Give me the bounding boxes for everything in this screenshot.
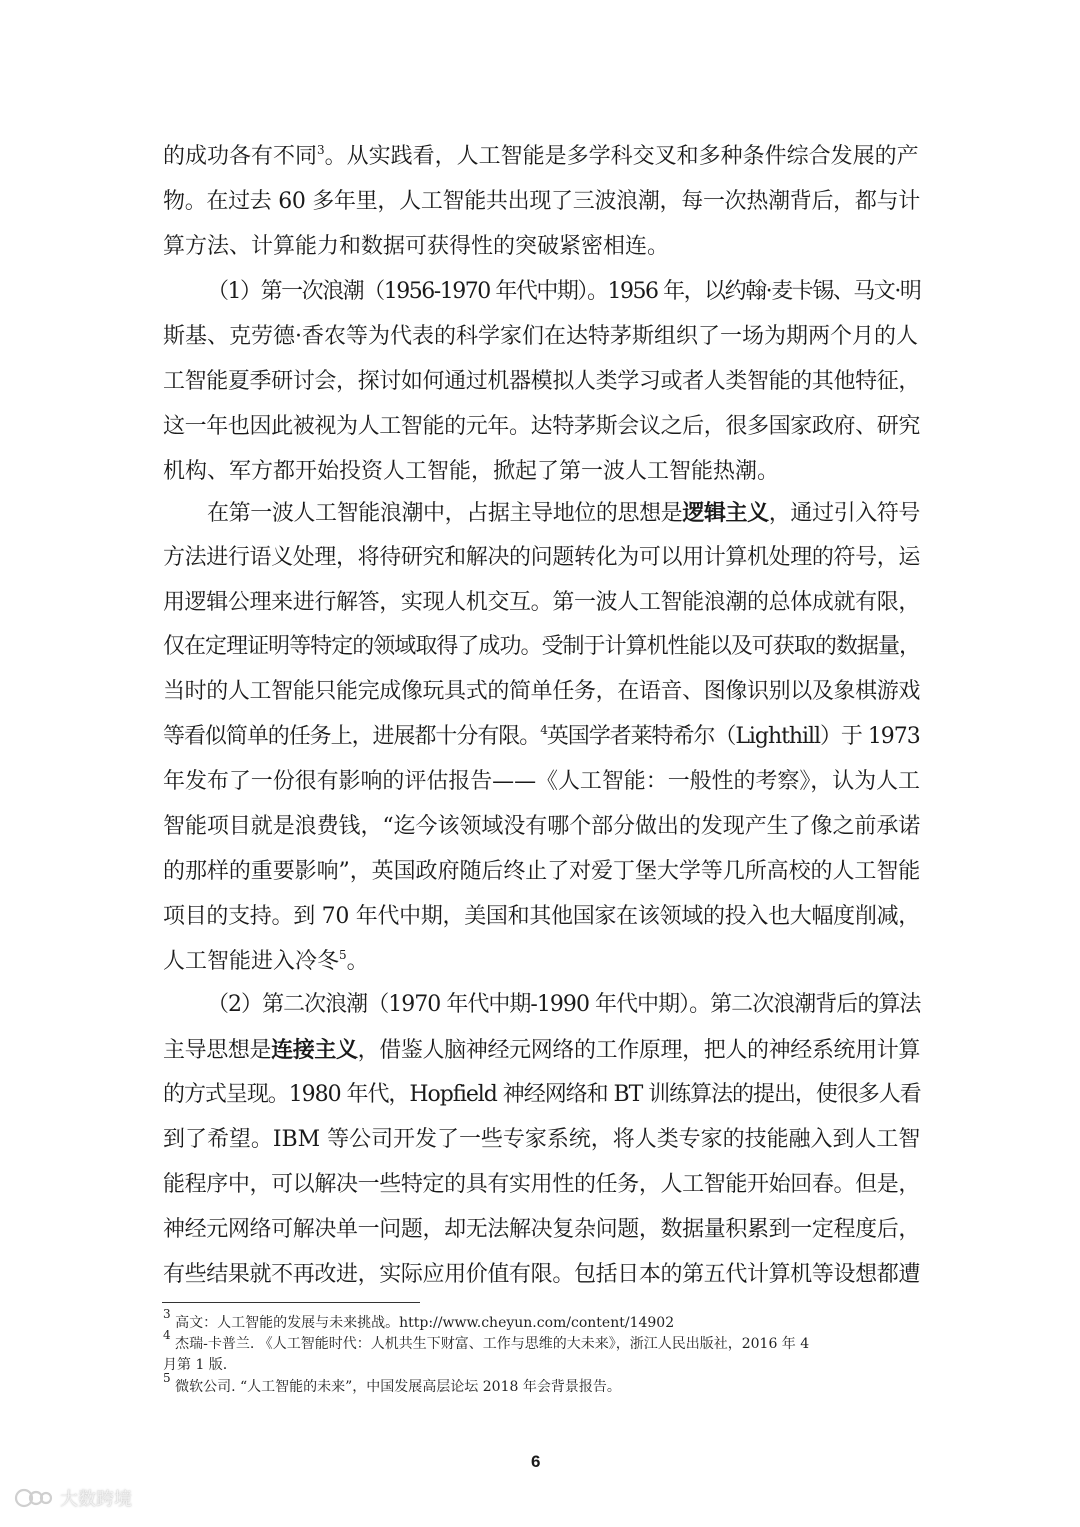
body-line-text: 项目的支持。到 70 年代中期，美国和其他国家在该领域的投入也大幅度削减， <box>163 904 920 929</box>
body-line-text: 方法进行语义处理，将待研究和解决的问题转化为可以用计算机处理的符号，运 <box>163 545 921 570</box>
footnote-line <box>163 1328 810 1354</box>
body-line-text: 机构、军方都开始投资人工智能，掀起了第一波人工智能热潮。 <box>163 459 780 484</box>
body-line <box>163 457 779 487</box>
body-line-text: 到了希望。IBM 等公司开发了一些专家系统，将人类专家的技能融入到人工智 <box>163 1127 921 1152</box>
footnote-line-text: 杰瑞-卡普兰. 《人工智能时代：人机共生下财富、工作与思维的大未来》，浙江人民出版社，2016 年 4 <box>170 1336 810 1352</box>
body-line <box>163 543 920 573</box>
body-line <box>163 677 920 707</box>
footnote-reference: 3 <box>317 143 325 157</box>
footnote-line-text: 高文：人工智能的发展与未来挑战。http://www.cheyun.com/content/14902 <box>170 1315 675 1331</box>
body-line <box>163 1215 920 1245</box>
body-line-text: 等看似简单的任务上，进展都十分有限。 <box>163 724 541 749</box>
body-line-text: 智能项目就是浪费钱，“迄今该领域没有哪个部分做出的发现产生了像之前承诺 <box>163 814 921 839</box>
body-line <box>163 857 920 887</box>
footnote-separator <box>162 1302 420 1303</box>
body-line-text: 的方式呈现。1980 年代，Hopfield 神经网络和 BT 训练算法的提出，使很多人看 <box>163 1082 921 1107</box>
page-number: 6 <box>531 1452 541 1471</box>
body-line <box>163 1125 920 1155</box>
body-line <box>163 367 920 397</box>
footnote-line-text: 月第 1 版. <box>163 1357 228 1373</box>
body-line-text: 人工智能进入冷冬 <box>163 949 340 974</box>
footnote-line-text: 微软公司. “人工智能的未来”，中国发展高层论坛 2018 年会背景报告。 <box>170 1379 621 1395</box>
body-line-text: 神经元网络可解决单一问题，却无法解决复杂问题，数据量积累到一定程度后， <box>163 1217 921 1242</box>
body-line <box>163 322 918 352</box>
body-line <box>207 277 920 307</box>
body-line <box>163 1080 921 1110</box>
body-line-text: 用逻辑公理来进行解答，实现人机交互。第一波人工智能浪潮的总体成就有限， <box>163 590 921 615</box>
bold-term: 连接主义 <box>271 1037 358 1063</box>
body-line-text: （2）第二次浪潮（1970 年代中期-1990 年代中期）。第二次浪潮背后的算法 <box>207 992 921 1017</box>
body-line <box>163 812 920 842</box>
body-line-text: 工智能夏季研讨会，探讨如何通过机器模拟人类学习或者人类智能的其他特征， <box>163 369 921 394</box>
body-line-text: 物。在过去 60 多年里，人工智能共出现了三波浪潮，每一次热潮背后，都与计 <box>163 189 920 214</box>
body-line <box>163 187 920 217</box>
body-line <box>163 142 919 172</box>
body-line-text: （1）第一次浪潮（1956-1970 年代中期）。1956 年，以约翰·麦卡锡、马文·明 <box>207 279 921 304</box>
body-line <box>163 1035 920 1066</box>
body-line-text: 仅在定理证明等特定的领域取得了成功。受制于计算机性能以及可获取的数据量， <box>163 634 921 659</box>
body-line-text: 这一年也因此被视为人工智能的元年。达特茅斯会议之后，很多国家政府、研究 <box>163 414 921 439</box>
watermark <box>14 1486 132 1510</box>
body-line-text: 主导思想是 <box>163 1038 272 1063</box>
footnote-marker: 4 <box>163 1328 171 1342</box>
body-line-text: 能程序中，可以解决一些特定的具有实用性的任务，人工智能开始回春。但是， <box>163 1172 921 1197</box>
body-line-text-cont: ，借鉴人脑神经元网络的工作原理，把人的神经系统用计算 <box>357 1038 921 1063</box>
footnote-marker: 3 <box>163 1307 171 1321</box>
body-line <box>163 767 920 797</box>
footnote-reference: 5 <box>339 948 347 962</box>
body-line-text-cont: 英国学者莱特希尔（Lighthill）于 1973 <box>546 724 920 749</box>
bold-term: 逻辑主义 <box>682 500 769 526</box>
body-line-text: 当时的人工智能只能完成像玩具式的简单任务，在语音、图像识别以及象棋游戏 <box>163 679 921 704</box>
body-line <box>163 588 920 618</box>
watermark-logo-icon <box>14 1487 54 1509</box>
body-line-text: 斯基、克劳德·香农等为代表的科学家们在达特茅斯组织了一场为期两个月的人 <box>163 324 918 349</box>
body-line <box>163 232 669 262</box>
footnote-reference: 4 <box>540 723 547 737</box>
body-line <box>163 722 920 752</box>
body-line <box>207 498 920 529</box>
body-line-text: 年发布了一份很有影响的评估报告——《人工智能：一般性的考察》，认为人工 <box>163 769 921 794</box>
body-line-text: 在第一波人工智能浪潮中，占据主导地位的思想是 <box>207 501 683 526</box>
watermark-text: 大数跨境 <box>60 1489 132 1510</box>
footnote-line <box>163 1307 675 1333</box>
body-line-text-cont: 。从实践看，人工智能是多学科交叉和多种条件综合发展的产 <box>324 144 919 169</box>
footnote-line <box>163 1355 227 1375</box>
footnote-marker: 5 <box>163 1371 171 1385</box>
footnote-line <box>163 1371 621 1397</box>
body-line <box>163 632 920 662</box>
body-line <box>163 412 920 442</box>
body-line-text: 算方法、计算能力和数据可获得性的突破紧密相连。 <box>163 234 670 259</box>
body-line-text-cont: 。 <box>346 949 369 974</box>
body-line-text: 有些结果就不再改进，实际应用价值有限。包括日本的第五代计算机等设想都遭 <box>163 1262 921 1287</box>
body-line <box>163 1260 920 1290</box>
body-line-text-cont: ，通过引入符号 <box>768 501 921 526</box>
body-line-text: 的成功各有不同 <box>163 144 318 169</box>
body-line-text: 的那样的重要影响”，英国政府随后终止了对爱丁堡大学等几所高校的人工智能 <box>163 859 921 884</box>
body-line <box>163 1170 920 1200</box>
body-line <box>163 902 920 932</box>
body-line <box>163 947 369 977</box>
body-line <box>207 990 920 1020</box>
